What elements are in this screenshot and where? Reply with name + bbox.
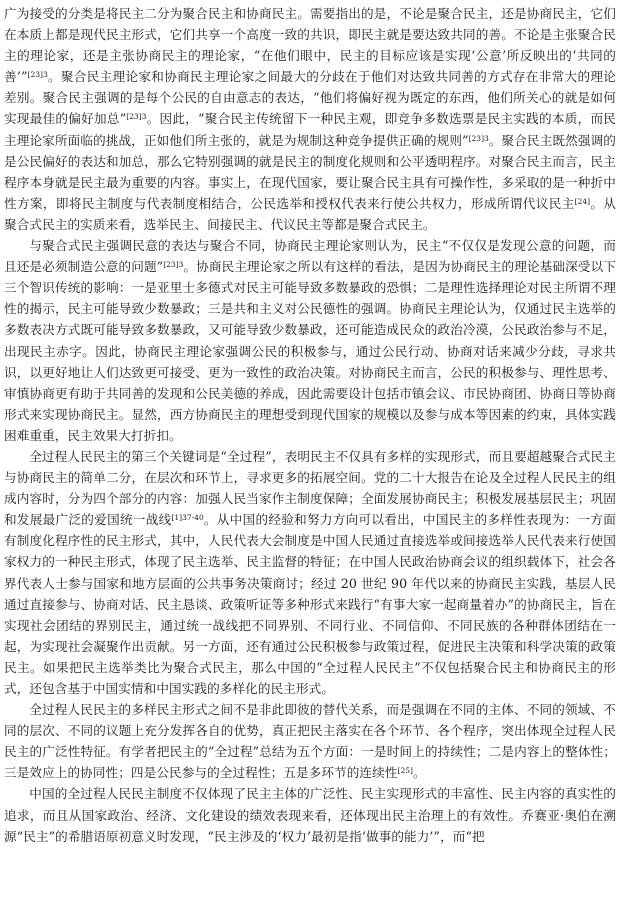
paragraph-text: 广为接受的分类是将民主二分为聚合民主和协商民主。需要指出的是，不论是聚合民主，还是协商民主，它们在本质上都是现代民主形式，它们共享一个高度一致的共识，即民主就是要达致共同的善。不论是主张聚合民主的理论家，还是主张协商民主的理论家，“在他们眼中，民主的目标应该是实现‘公意’所反映出的‘共同的善’” — [4, 6, 616, 85]
paragraph-text: 。因此，“聚合民主传统留下一种民主观，即竞争多数选票是民主实践的本质，而民主理论家所面临的挑战，正如他们所主张的，就是为规制这种竞争提供正确的规则” — [4, 111, 616, 148]
citation-marker: [25] — [397, 766, 413, 776]
body-paragraph — [4, 699, 616, 783]
paragraph-text: 中国的全过程人民民主制度不仅体现了民主主体的广泛性、民主实现形式的丰富性、民主内容的真实性的追求，而且从国家政治、经济、文化建设的绩效表现来看，还体现出民主治理上的有效性。乔赛亚·奥伯在溯源“民主”的希腊语原初意义时发现，“民主涉及的‘权力’最初是指‘做事的能力’”，而“把 — [4, 786, 616, 844]
paragraph-text: 。从中国的经验和努力方向可以看出，中国民主的多样性表现为：一方面有制度化程序性的民主形式，其中，人民代表大会制度是中国人民通过直接选举或间接选举人民代表来行使国家权力的一种民主形式，体现了民主选举、民主监督的特征；在中国人民政治协商会议的组织载体下，社会各界代表人士参与国家和地方层面的公共事务决策商讨；经过 20 世纪 90 年代以来的协商民主实践，基层人民通过直接参与、协商对话、民主恳谈、政策听证等多种形式来践行“有事大家一起商量着办”的协商民主，旨在实现社会团结的界别民主，通过统一战线把不同界别、不同行业、不同信仰、不同民族的各种群体团结在一起，为实现社会凝聚作出贡献。另一方面，还有通过公民积极参与政策过程，促进民主决策和科学决策的政策民主。如果把民主选举类比为聚合式民主，那么中国的“全过程人民民主”不仅包括聚合民主和协商民主的形式，还包含基于中国实情和中国实践的多样化的民主形式。 — [4, 512, 616, 696]
citation-marker: [23]3 — [126, 112, 147, 122]
paragraph-text: 全过程人民民主的第三个关键词是“全过程”，表明民主不仅具有多样的实现形式，而且要超越聚合式民主与协商民主的简单二分，在层次和环节上，寻求更多的拓展空间。党的二十大报告在论及全过程人民民主的组成内容时，分为四个部分的内容：加强人民当家作主制度保障；全面发展协商民主；积极发展基层民主；巩固和发展最广泛的爱国统一战线 — [4, 448, 616, 528]
citation-marker: [1]37-40 — [171, 513, 204, 523]
citation-marker: [24] — [574, 196, 591, 206]
paragraph-text: 。聚合民主理论家和协商民主理论家之间最大的分歧在于他们对达致共同善的方式存在非常大的理论差别。聚合民主强调的是每个公民的自由意志的表达，“他们将偏好视为既定的东西，他们所关心的就是如何实现最佳的偏好加总” — [4, 69, 616, 127]
citation-marker: [23]3 — [163, 260, 184, 270]
body-paragraph — [4, 3, 616, 235]
paragraph-text: 。聚合民主既然强调的是公民偏好的表达和加总，那么它特别强调的就是民主的制度化规则和公平透明程序。对聚合民主而言，民主程序本身就是民主最为重要的内容。事实上，在现代国家，要让聚合民主具有可操作性，多采取的是一种折中性方案，即将民主制度与代表制度相结合，公民选举和授权代表来行使公共权力，形成所谓代议民主 — [4, 132, 617, 211]
paragraph-text: 。 — [412, 765, 426, 781]
paragraph-text: 全过程人民民主的多样民主形式之间不是非此即彼的替代关系，而是强调在不同的主体、不同的领域、不同的层次、不同的议题上充分发挥各自的优势，真正把民主落实在各个环节、各个程序，突出体现全过程人民民主的广泛性特征。有学者把民主的“全过程”总结为五个方面：一是时间上的持续性；二是内容上的整体性；三是效应上的协同性；四是公民参与的全过程性；五是多环节的连续性 — [4, 702, 616, 781]
paragraph-text: 。从聚合式民主的实质来看，选举民主、间接民主、代议民主等都是聚合式民主。 — [4, 195, 617, 232]
body-paragraph — [4, 446, 616, 699]
citation-marker: [23]3 — [27, 70, 48, 80]
paragraph-text: 。协商民主理论家之所以有这样的看法，是因为协商民主的理论基础深受以下三个智识传统的影响：一是亚里士多德式对民主可能导致多数暴政的恐惧；二是理性选择理论对民主所谓不理性的揭示，民主可能导致少数暴政；三是共和主义对公民德性的强调。协商民主理论认为，仅通过民主选举的多数表决方式既可能导致多数暴政，又可能导致少数暴政，还可能造成民众的政治冷漠，公民政治参与不足，出现民主赤字。因此，协商民主理论家强调公民的积极参与，通过公民行动、协商对话来减少分歧，寻求共识，以更好地让人们达致更可接受、更为一致性的政治决策。对协商民主而言，公民的积极参与、理性思考、审慎协商更有助于共同善的发现和公民美德的养成，因此需要设计包括市镇会议、市民协商团、协商日等协商形式来实现协商民主。显然，西方协商民主的理想受到现代国家的规模以及参与成本等因素的约束，具体实践困难重重，民主效果大打折扣。 — [4, 259, 616, 443]
citation-marker: [23]3 — [468, 133, 489, 143]
paragraph-text: 与聚合式民主强调民意的表达与聚合不同，协商民主理论家则认为，民主“不仅仅是发现公意的问题，而且还是必须制造公意的问题” — [4, 238, 616, 275]
body-paragraph — [4, 235, 616, 446]
body-paragraph — [4, 783, 616, 846]
